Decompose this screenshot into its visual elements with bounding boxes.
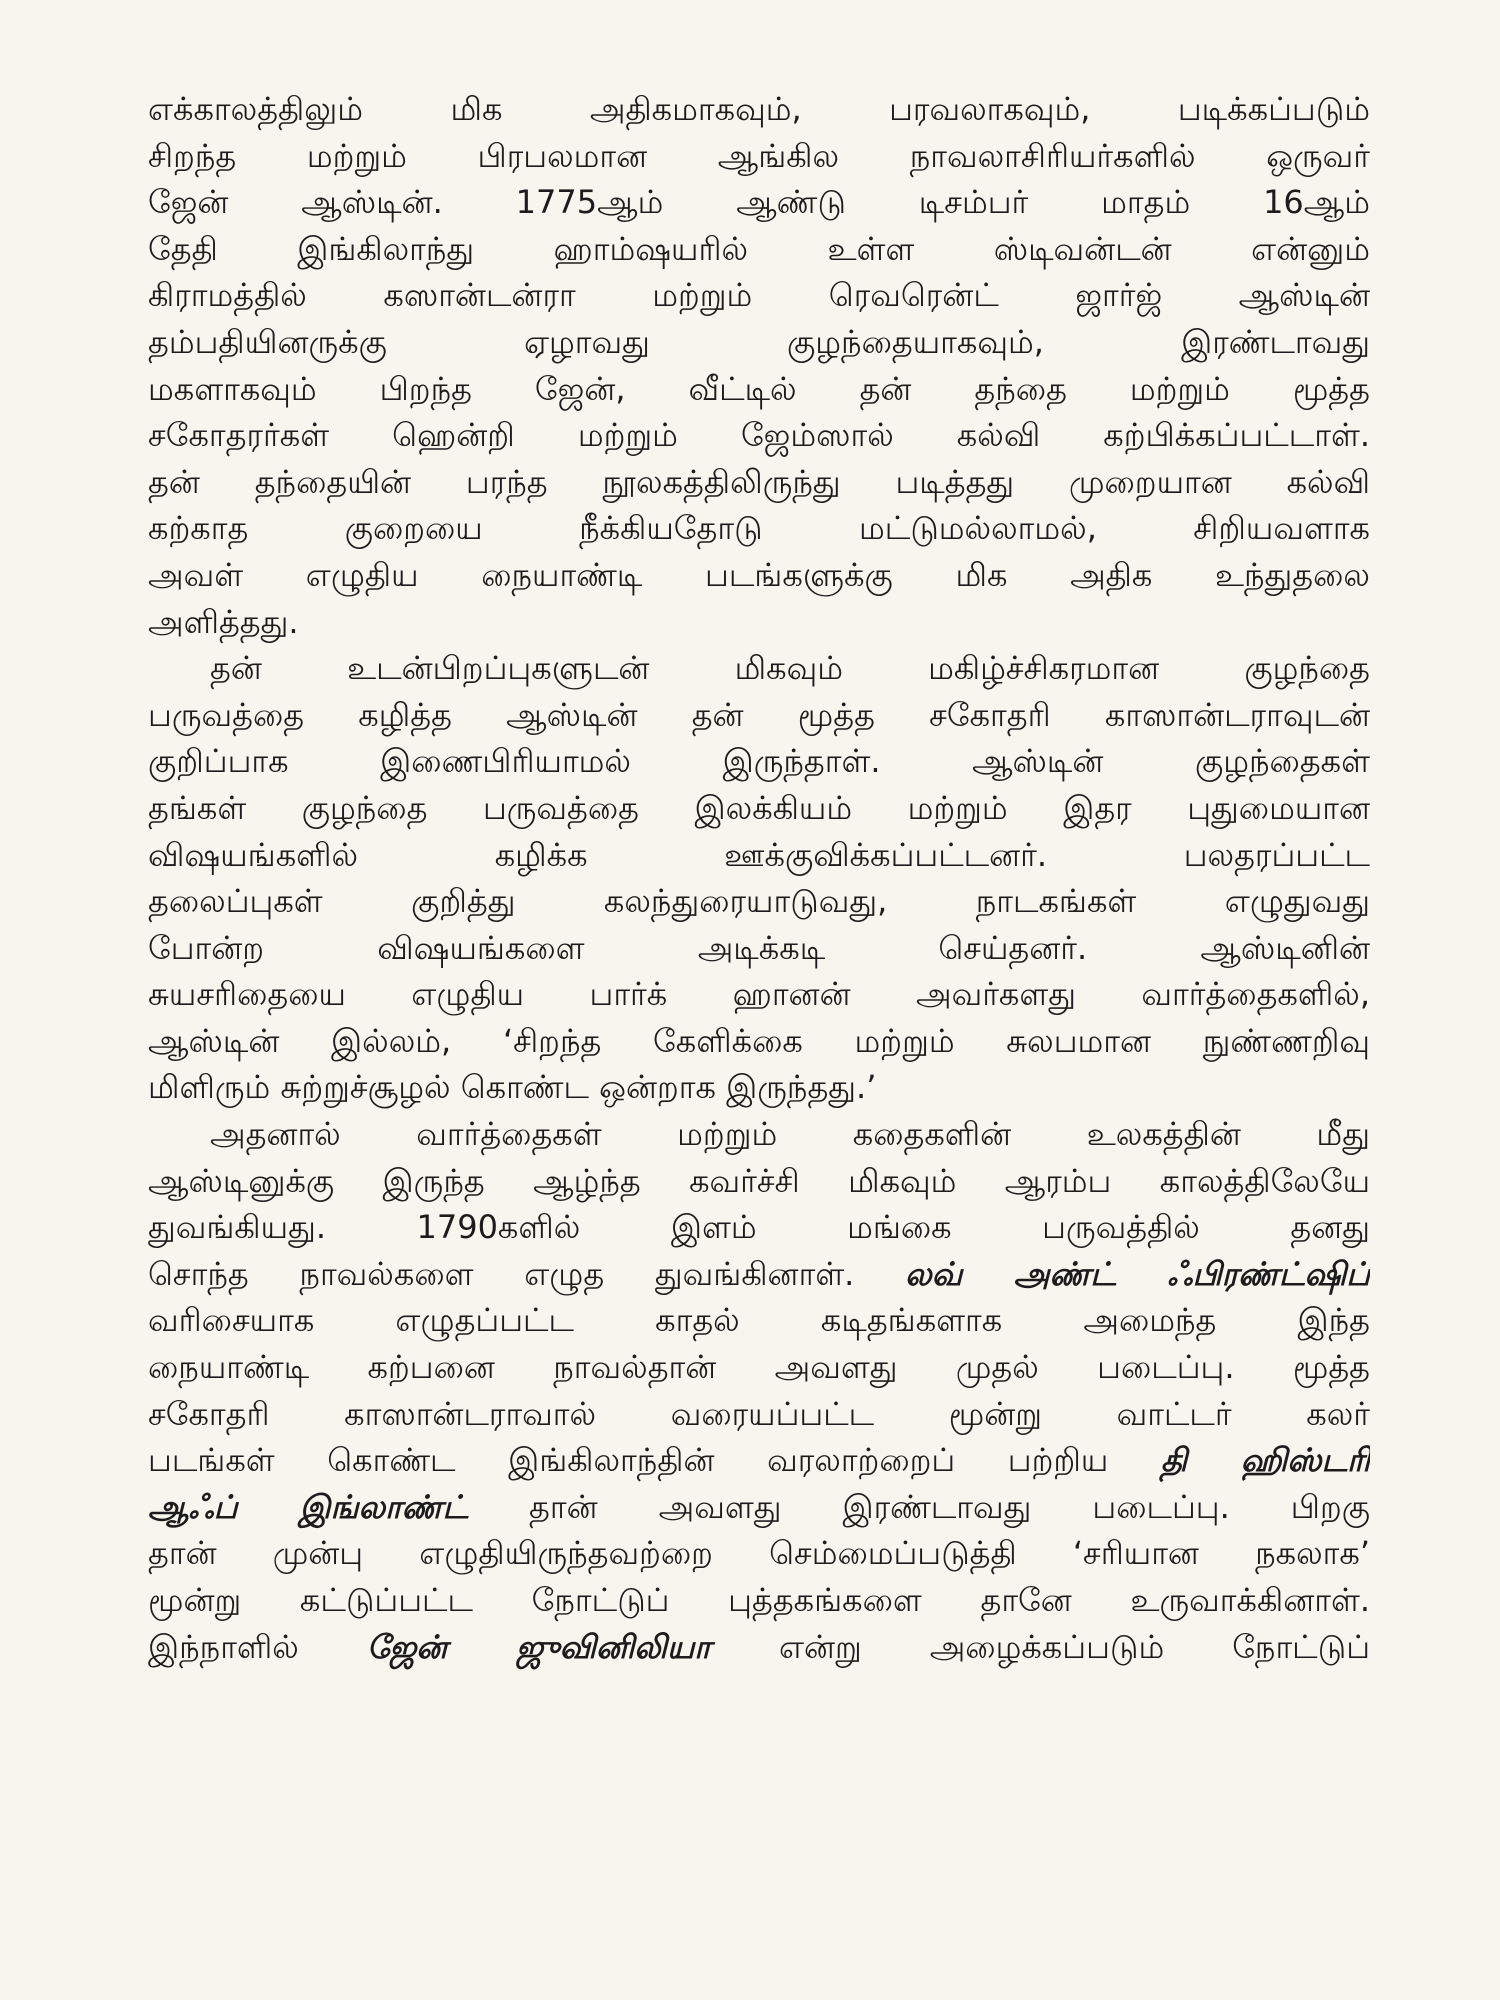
text-segment: என்று அழைக்கப்படும் நோட்டுப் [711, 1627, 1370, 1666]
text-line [148, 1204, 1370, 1251]
text-line [148, 925, 1370, 972]
text-line [148, 738, 1370, 785]
text-segment: துவங்கியது. 1790களில் இளம் மங்கை பருவத்தில் தனது [148, 1208, 1370, 1247]
text-segment: மூன்று கட்டுப்பட்ட நோட்டுப் புத்தகங்களை தானே உருவாக்கினாள். [148, 1581, 1370, 1619]
book-title: ஜேன் ஜுவினிலியா [366, 1627, 711, 1666]
paragraph-first-line [148, 1111, 1370, 1158]
text-segment: ஆஸ்டின் இல்லம், ‘சிறந்த கேளிக்கை மற்றும் சுலபமான நுண்ணறிவு [148, 1021, 1370, 1060]
text-line [148, 1018, 1370, 1065]
text-line [148, 272, 1370, 319]
text-segment: குறிப்பாக இணைபிரியாமல் இருந்தாள். ஆஸ்டின் குழந்தைகள் [148, 742, 1370, 781]
book-title: தி ஹிஸ்டரி [1160, 1441, 1370, 1480]
text-line [148, 226, 1370, 273]
text-line [148, 1391, 1370, 1438]
text-line [148, 832, 1370, 879]
text-segment: படங்கள் கொண்ட இங்கிலாந்தின் வரலாற்றைப் பற்றிய [148, 1441, 1161, 1480]
text-segment: ஜேன் ஆஸ்டின். 1775ஆம் ஆண்டு டிசம்பர் மாதம் 16ஆம் [148, 183, 1370, 222]
text-line [148, 459, 1370, 506]
text-line [148, 1624, 1370, 1671]
text-line [148, 878, 1370, 925]
text-segment: சொந்த நாவல்களை எழுத துவங்கினாள். [148, 1254, 906, 1293]
text-line [148, 971, 1370, 1018]
book-title: லவ் அண்ட் ஃபிரண்ட்ஷிப் [905, 1254, 1370, 1293]
text-segment: சுயசரிதையை எழுதிய பார்க் ஹானன் அவர்களது வார்த்தைகளில், [148, 975, 1370, 1014]
text-segment: சிறந்த மற்றும் பிரபலமான ஆங்கில நாவலாசிரியர்களில் ஒருவர் [148, 136, 1370, 175]
text-line [148, 599, 1370, 646]
text-line [148, 1064, 1370, 1111]
text-segment: பருவத்தை கழித்த ஆஸ்டின் தன் மூத்த சகோதரி காஸான்டராவுடன் [148, 695, 1370, 734]
text-line [148, 1530, 1370, 1577]
text-line [148, 692, 1370, 739]
text-segment: சகோதரர்கள் ஹென்றி மற்றும் ஜேம்ஸால் கல்வி கற்பிக்கப்பட்டாள். [148, 416, 1370, 455]
book-title: ஆஃப் இங்லாண்ட் [148, 1487, 468, 1526]
text-segment: கற்காத குறையை நீக்கியதோடு மட்டுமல்லாமல், சிறியவளாக [148, 509, 1370, 548]
text-line [148, 1437, 1370, 1484]
paragraph-first-line [148, 645, 1370, 692]
text-segment: தம்பதியினருக்கு ஏழாவது குழந்தையாகவும், இரண்டாவது [148, 322, 1370, 361]
text-line [148, 319, 1370, 366]
text-segment: தான் முன்பு எழுதியிருந்தவற்றை செம்மைப்படுத்தி ‘சரியான நகலாக’ [148, 1534, 1370, 1573]
text-line [148, 179, 1370, 226]
text-segment: தங்கள் குழந்தை பருவத்தை இலக்கியம் மற்றும் இதர புதுமையான [148, 788, 1370, 827]
text-segment: தன் தந்தையின் பரந்த நூலகத்திலிருந்து படித்தது முறையான கல்வி [148, 462, 1370, 501]
text-segment: தான் அவளது இரண்டாவது படைப்பு. பிறகு [468, 1487, 1370, 1526]
text-segment: அவள் எழுதிய நையாண்டி படங்களுக்கு மிக அதிக உந்துதலை [148, 555, 1370, 594]
text-segment: நையாண்டி கற்பனை நாவல்தான் அவளது முதல் படைப்பு. மூத்த [148, 1348, 1370, 1387]
text-line [148, 1484, 1370, 1531]
text-segment: அளித்தது. [148, 602, 299, 641]
text-segment: ஆஸ்டினுக்கு இருந்த ஆழ்ந்த கவர்ச்சி மிகவும் ஆரம்ப காலத்திலேயே [148, 1161, 1370, 1200]
text-line [148, 1297, 1370, 1344]
text-segment: வரிசையாக எழுதப்பட்ட காதல் கடிதங்களாக அமைந்த இந்த [148, 1301, 1370, 1340]
text-line [148, 1251, 1370, 1298]
text-line [148, 412, 1370, 459]
text-segment: விஷயங்களில் கழிக்க ஊக்குவிக்கப்பட்டனர். பலதரப்பட்ட [148, 835, 1370, 874]
text-segment: அதனால் வார்த்தைகள் மற்றும் கதைகளின் உலகத்தின் மீது [210, 1115, 1370, 1154]
text-line [148, 1577, 1370, 1624]
text-segment: போன்ற விஷயங்களை அடிக்கடி செய்தனர். ஆஸ்டினின் [148, 928, 1370, 967]
text-line [148, 133, 1370, 180]
text-line [148, 1344, 1370, 1391]
text-line [148, 366, 1370, 413]
text-segment: தன் உடன்பிறப்புகளுடன் மிகவும் மகிழ்ச்சிகரமான குழந்தை [210, 649, 1370, 688]
text-segment: தலைப்புகள் குறித்து கலந்துரையாடுவது, நாடகங்கள் எழுதுவது [148, 882, 1370, 921]
text-segment: சகோதரி காஸான்டராவால் வரையப்பட்ட மூன்று வாட்டர் கலர் [148, 1394, 1370, 1433]
text-line [148, 552, 1370, 599]
text-segment: தேதி இங்கிலாந்து ஹாம்ஷயரில் உள்ள ஸ்டிவன்டன் என்னும் [148, 229, 1370, 268]
text-line [148, 505, 1370, 552]
text-segment: கிராமத்தில் கஸான்டன்ரா மற்றும் ரெவரென்ட் ஜார்ஜ் ஆஸ்டின் [148, 276, 1370, 315]
text-segment: இந்நாளில் [148, 1627, 367, 1666]
text-segment: மகளாகவும் பிறந்த ஜேன், வீட்டில் தன் தந்தை மற்றும் மூத்த [148, 369, 1370, 408]
body-text [148, 86, 1370, 1670]
text-segment: எக்காலத்திலும் மிக அதிகமாகவும், பரவலாகவும், படிக்கப்படும் [148, 90, 1370, 128]
text-line [148, 1158, 1370, 1205]
text-line [148, 785, 1370, 832]
text-line [148, 86, 1370, 133]
text-segment: மிளிரும் சுற்றுச்சூழல் கொண்ட ஒன்றாக இருந்தது.’ [148, 1068, 877, 1107]
